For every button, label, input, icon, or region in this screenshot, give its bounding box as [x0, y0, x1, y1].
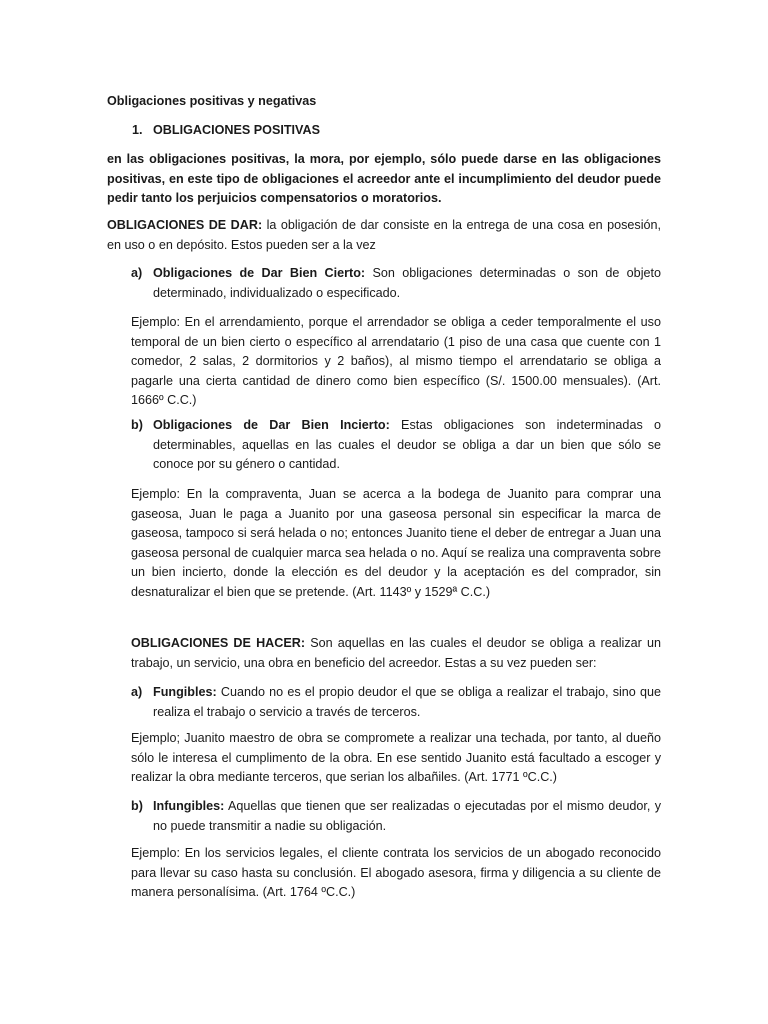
example-fungibles: Ejemplo; Juanito maestro de obra se compromete a realizar una techada, por tanto, al dueño sólo le interesa el cumplimento de la obra. En ese sentido Juanito está facultado a escoger y realizar la obra mediante terceros, que serian los albañiles. (Art. 1771 ºC.C.) — [131, 731, 661, 785]
dar-paragraph — [107, 216, 661, 255]
dar-text: la obligación de dar consiste en la entrega de una cosa en posesión, en uso o en depósito. Estos pueden ser a la vez — [107, 218, 661, 252]
list-item-label: Infungibles: — [153, 799, 225, 813]
list-item-label: Fungibles: — [153, 685, 217, 699]
list-item-text: Cuando no es el propio deudor el que se obliga a realizar el trabajo, sino que realiza el trabajo o servicio a través de terceros. — [153, 685, 661, 719]
example-dar-bien-cierto: Ejemplo: En el arrendamiento, porque el arrendador se obliga a ceder temporalmente el uso temporal de un bien cierto o específico al arrendatario (1 piso de una casa que cuente con 1 comedor, 2 salas, 2 dormitorios y 2 baños), al mismo tiempo el arrendatario se obliga a pagarle una cierta cantidad de dinero como bien específico (S/. 1500.00 mensuales). (Art. 1666º C.C.) — [131, 315, 661, 408]
list-item-label: Obligaciones de Dar Bien Cierto: — [153, 266, 366, 280]
document-title: Obligaciones positivas y negativas — [107, 94, 317, 108]
section-number: 1. — [132, 123, 143, 137]
list-item-fungibles — [131, 683, 661, 722]
list-marker: a) — [131, 266, 143, 280]
list-item-infungibles — [131, 797, 661, 836]
intro-paragraph: en las obligaciones positivas, la mora, por ejemplo, sólo puede darse en las obligaciones positivas, en este tipo de obligaciones el acreedor ante el incumplimiento del deudor puede pedir tanto los perjuicios compensatorios o moratorios. — [107, 152, 661, 206]
list-marker: b) — [131, 418, 143, 432]
section-title: OBLIGACIONES POSITIVAS — [153, 123, 321, 137]
hacer-label: OBLIGACIONES DE HACER: — [131, 636, 306, 650]
section-heading-positivas — [132, 121, 532, 141]
dar-label: OBLIGACIONES DE DAR: — [107, 218, 263, 232]
example-infungibles: Ejemplo: En los servicios legales, el cliente contrata los servicios de un abogado reconocido para llevar su caso hasta su conclusión. El abogado asesora, firma y diligencia a su cliente de manera personalísima. (Art. 1764 ºC.C.) — [131, 846, 661, 900]
example-dar-bien-incierto: Ejemplo: En la compraventa, Juan se acerca a la bodega de Juanito para comprar una gaseosa, Juan le paga a Juanito por una gaseosa personal sin especificar la marca de gaseosa, tampoco si será helada o no; entonces Juanito tiene el deber de entregar a Juan una gaseosa personal de cualquier marca sea helada o no. Aquí se realiza una compraventa sobre un bien incierto, donde la elección es del deudor y la aceptación es del comprador, sin desnaturalizar el bien que se pretende. (Art. 1143º y 1529ª C.C.) — [131, 487, 661, 599]
list-marker: a) — [131, 685, 143, 699]
list-marker: b) — [131, 799, 143, 813]
list-item-dar-bien-incierto — [131, 416, 661, 475]
list-item-label: Obligaciones de Dar Bien Incierto: — [153, 418, 390, 432]
list-item-text: Estas obligaciones son indeterminadas o determinables, aquellas en las cuales el deudor se obliga a dar un bien que sólo se conoce por su género o cantidad. — [153, 418, 662, 472]
hacer-text: Son aquellas en las cuales el deudor se obliga a realizar un trabajo, un servicio, una obra en beneficio del acreedor. Estas a su vez pueden ser: — [131, 636, 662, 670]
hacer-paragraph — [131, 634, 661, 673]
list-item-text: Son obligaciones determinadas o son de objeto determinado, individualizado o especificado. — [153, 266, 661, 300]
list-item-text: Aquellas que tienen que ser realizadas o ejecutadas por el mismo deudor, y no puede transmitir a nadie su obligación. — [153, 799, 661, 833]
list-item-dar-bien-cierto — [131, 264, 661, 303]
